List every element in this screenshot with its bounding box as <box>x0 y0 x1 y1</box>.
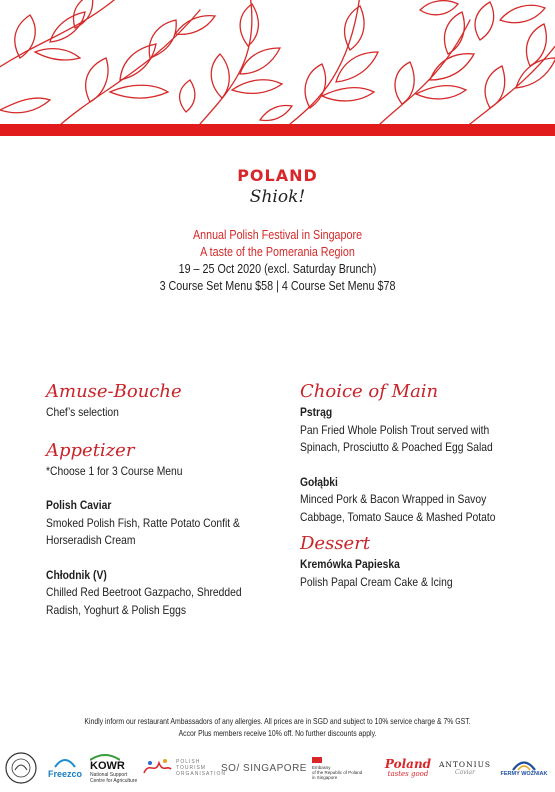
embassy-text: Embassy <box>312 764 331 770</box>
antonius-subtext: Caviar <box>455 769 475 776</box>
poland-tastes-subtext: tastes good <box>387 770 429 778</box>
dessert-heading: Dessert <box>300 533 371 554</box>
so-singapore-text: SO/ SINGAPORE <box>221 762 307 774</box>
footer-note <box>0 716 555 739</box>
embassy-text: of the Republic of Poland <box>312 769 363 775</box>
sponsor-logos <box>0 748 555 788</box>
antonius-caviar-logo <box>438 748 492 788</box>
poland-shiok-logo <box>0 166 555 208</box>
so-singapore-logo <box>222 748 306 788</box>
dish-name: Chłodnik (V) <box>46 567 107 582</box>
festival-dates: 19 – 25 Oct 2020 (excl. Saturday Brunch) <box>178 262 377 276</box>
fermy-text: FERMY WOŹNIAK <box>500 771 548 777</box>
right-menu-column <box>300 380 540 591</box>
antonius-text: ANTONIUS <box>438 760 492 769</box>
main-course-heading: Choice of Main <box>300 381 439 402</box>
poland-tastes-good-logo <box>382 748 434 788</box>
tourism-text: ORGANISATION <box>176 771 226 777</box>
tourism-text: POLISH <box>176 759 201 765</box>
logo-shiok-text: Shiok! <box>249 187 306 207</box>
polish-tourism-logo <box>176 748 226 788</box>
dish-description: Polish Papal Cream Cake & Icing <box>300 574 453 589</box>
embassy-text: in Singapore <box>312 774 338 780</box>
dish-name: Gołąbki <box>300 474 338 489</box>
dish-name: Polish Caviar <box>46 498 112 512</box>
amuse-bouche-text: Chef’s selection <box>46 405 119 419</box>
tourism-text: TOURISM <box>176 765 206 771</box>
amuse-bouche-heading: Amuse-Bouche <box>46 381 182 402</box>
dish-description: Chilled Red Beetroot Gazpacho, Shredded <box>46 585 242 599</box>
dish-description: Horseradish Cream <box>46 533 136 547</box>
festival-title: Annual Polish Festival in Singapore <box>192 228 363 242</box>
kowr-subtext: Centre for Agriculture <box>90 777 138 784</box>
leaf-banner <box>0 0 555 138</box>
red-band <box>0 124 555 136</box>
polska-logo-icon <box>140 748 174 788</box>
intro-block <box>0 227 555 295</box>
set-menu-prices: 3 Course Set Menu $58 | 4 Course Set Menu $78 <box>159 279 396 293</box>
dish-description: Smoked Polish Fish, Ratte Potato Confit & <box>46 515 240 530</box>
freezco-text: Freezco <box>47 769 82 779</box>
left-menu-column <box>46 380 286 619</box>
allergy-note: Kindly inform our restaurant Ambassadors of any allergies. All prices are in SGD and subject to 10% service charge & 7% GST. <box>84 717 471 726</box>
appetizer-heading: Appetizer <box>46 439 135 461</box>
dish-name: Pstrąg <box>300 405 333 419</box>
kowr-logo <box>90 748 136 788</box>
embassy-logo <box>312 748 376 788</box>
dish-description: Radish, Yoghurt & Polish Eggs <box>46 602 186 617</box>
kowr-subtext: National Support <box>90 771 128 778</box>
dish-description: Cabbage, Tomato Sauce & Mashed Potato <box>300 509 496 524</box>
logo-poland-text: POLAND <box>237 166 318 185</box>
discount-note: Accor Plus members receive 10% off. No further discounts apply. <box>178 728 377 738</box>
poland-tastes-text: Poland <box>384 757 432 771</box>
appetizer-note: *Choose 1 for 3 Course Menu <box>46 463 183 478</box>
kowr-text: KOWR <box>90 759 125 772</box>
dish-description: Spinach, Prosciutto & Poached Egg Salad <box>300 440 493 454</box>
dish-description: Pan Fried Whole Polish Trout served with <box>300 422 490 437</box>
dish-description: Minced Pork & Bacon Wrapped in Savoy <box>300 492 487 506</box>
festival-subtitle: A taste of the Pomerania Region <box>200 245 355 259</box>
fermy-wozniak-logo <box>496 748 552 788</box>
dish-name: Kremówka Papieska <box>300 557 400 571</box>
freezco-logo <box>42 748 88 788</box>
round-seal-icon <box>2 748 40 788</box>
flag-icon <box>312 757 322 763</box>
